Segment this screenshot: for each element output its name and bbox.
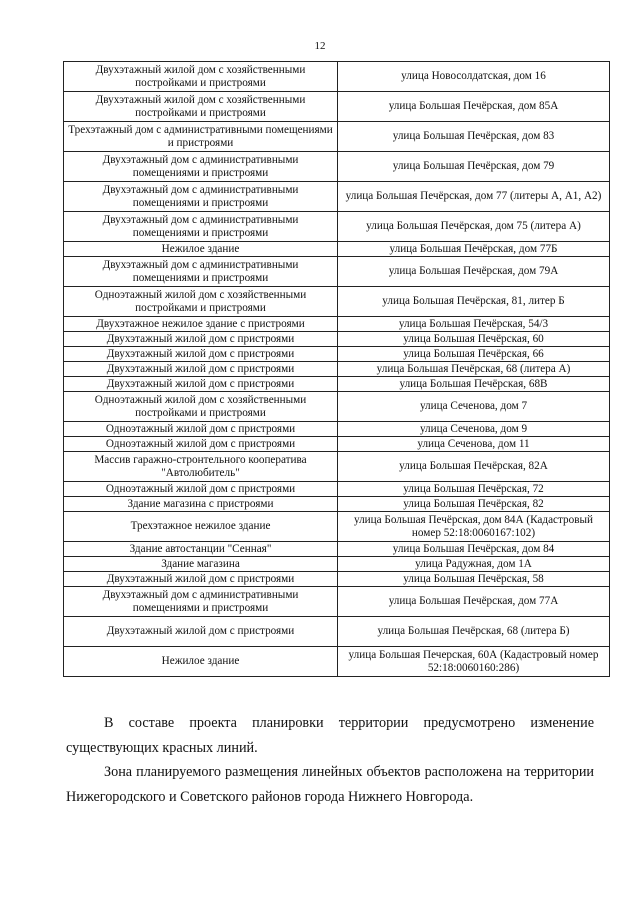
object-address-cell: улица Большая Печёрская, 81, литер Б <box>338 287 610 317</box>
object-name-cell: Нежилое здание <box>64 242 338 257</box>
table-row <box>64 437 610 452</box>
object-address-cell: улица Сеченова, дом 7 <box>338 392 610 422</box>
object-address-cell: улица Большая Печёрская, дом 85А <box>338 92 610 122</box>
object-address-cell: улица Большая Печёрская, 68 (литера Б) <box>338 617 610 647</box>
object-name-cell: Нежилое здание <box>64 647 338 677</box>
table-row <box>64 587 610 617</box>
table-row <box>64 377 610 392</box>
object-name-cell: Одноэтажный жилой дом с пристроями <box>64 482 338 497</box>
object-name-cell: Двухэтажный жилой дом с пристроями <box>64 377 338 392</box>
object-name-cell: Двухэтажный жилой дом с пристроями <box>64 332 338 347</box>
table-row <box>64 122 610 152</box>
table-row <box>64 617 610 647</box>
object-address-cell: улица Большая Печёрская, 60 <box>338 332 610 347</box>
object-name-cell: Двухэтажный жилой дом с пристроями <box>64 617 338 647</box>
table-row <box>64 62 610 92</box>
table-row <box>64 212 610 242</box>
table-row <box>64 92 610 122</box>
object-name-cell: Двухэтажный дом с административными помещениями и пристроями <box>64 182 338 212</box>
table-row <box>64 452 610 482</box>
paragraph-red-lines: В составе проекта планировки территории предусмотрено изменение существующих красных линий. <box>66 715 594 756</box>
table-row <box>64 572 610 587</box>
object-address-cell: улица Новосолдатская, дом 16 <box>338 62 610 92</box>
paragraph-zone: Зона планируемого размещения линейных объектов расположена на территории Нижегородского и Советского районов города Нижнего Новгорода. <box>66 764 594 805</box>
table-row <box>64 512 610 542</box>
object-address-cell: улица Большая Печёрская, дом 75 (литера А) <box>338 212 610 242</box>
object-address-cell: улица Большая Печёрская, дом 77Б <box>338 242 610 257</box>
object-address-cell: улица Большая Печёрская, 58 <box>338 572 610 587</box>
object-address-cell: улица Большая Печёрская, дом 79А <box>338 257 610 287</box>
object-address-cell: улица Сеченова, дом 11 <box>338 437 610 452</box>
object-address-cell: улица Радужная, дом 1А <box>338 557 610 572</box>
table-row <box>64 542 610 557</box>
table-row <box>64 287 610 317</box>
table-row <box>64 497 610 512</box>
object-address-cell: улица Большая Печёрская, 66 <box>338 347 610 362</box>
table-row <box>64 362 610 377</box>
object-name-cell: Двухэтажный жилой дом с пристроями <box>64 572 338 587</box>
object-address-cell: улица Большая Печёрская, дом 83 <box>338 122 610 152</box>
object-name-cell: Трехэтажное нежилое здание <box>64 512 338 542</box>
object-name-cell: Двухэтажный дом с административными помещениями и пристроями <box>64 212 338 242</box>
object-address-cell: улица Большая Печёрская, дом 84 <box>338 542 610 557</box>
table-row <box>64 332 610 347</box>
object-address-cell: улица Сеченова, дом 9 <box>338 422 610 437</box>
object-name-cell: Двухэтажный дом с административными помещениями и пристроями <box>64 587 338 617</box>
object-name-cell: Одноэтажный жилой дом с пристроями <box>64 422 338 437</box>
objects-table <box>63 61 610 677</box>
object-address-cell: улица Большая Печёрская, дом 77 (литеры А, А1, А2) <box>338 182 610 212</box>
table-row <box>64 257 610 287</box>
object-address-cell: улица Большая Печерская, 60А (Кадастровый номер 52:18:0060160:286) <box>338 647 610 677</box>
table-row <box>64 557 610 572</box>
object-name-cell: Массив гаражно-стронтельного кооператива "Автолюбитель" <box>64 452 338 482</box>
object-name-cell: Одноэтажный жилой дом с хозяйственными постройками и пристроями <box>64 392 338 422</box>
object-name-cell: Здание автостанции "Сенная" <box>64 542 338 557</box>
object-address-cell: улица Большая Печёрская, дом 84А (Кадастровый номер 52:18:0060167:102) <box>338 512 610 542</box>
object-name-cell: Двухэтажный дом с административными помещениями и пристроями <box>64 152 338 182</box>
object-address-cell: улица Большая Печёрская, 82А <box>338 452 610 482</box>
object-name-cell: Двухэтажный жилой дом с хозяйственными постройками и пристроями <box>64 62 338 92</box>
object-name-cell: Двухэтажный жилой дом с пристроями <box>64 347 338 362</box>
object-address-cell: улица Большая Печёрская, дом 79 <box>338 152 610 182</box>
table-row <box>64 482 610 497</box>
object-name-cell: Двухэтажный дом с административными помещениями и пристроями <box>64 257 338 287</box>
object-name-cell: Одноэтажный жилой дом с пристроями <box>64 437 338 452</box>
object-name-cell: Здание магазина <box>64 557 338 572</box>
object-address-cell: улица Большая Печёрская, 54/3 <box>338 317 610 332</box>
table-row <box>64 392 610 422</box>
object-name-cell: Одноэтажный жилой дом с хозяйственными постройками и пристроями <box>64 287 338 317</box>
table-body <box>64 62 610 677</box>
table-row <box>64 152 610 182</box>
object-address-cell: улица Большая Печёрская, дом 77А <box>338 587 610 617</box>
table-row <box>64 422 610 437</box>
table-row <box>64 317 610 332</box>
object-address-cell: улица Большая Печёрская, 68 (литера А) <box>338 362 610 377</box>
object-name-cell: Двухэтажный жилой дом с хозяйственными постройками и пристроями <box>64 92 338 122</box>
table-row <box>64 347 610 362</box>
object-address-cell: улица Большая Печёрская, 68В <box>338 377 610 392</box>
object-name-cell: Здание магазина с пристроями <box>64 497 338 512</box>
object-name-cell: Трехэтажный дом с административными помещениями и пристроями <box>64 122 338 152</box>
object-address-cell: улица Большая Печёрская, 82 <box>338 497 610 512</box>
table-row <box>64 647 610 677</box>
page-number: 12 <box>314 40 326 52</box>
object-address-cell: улица Большая Печёрская, 72 <box>338 482 610 497</box>
table-row <box>64 182 610 212</box>
object-name-cell: Двухэтажный жилой дом с пристроями <box>64 362 338 377</box>
table-row <box>64 242 610 257</box>
object-name-cell: Двухэтажное нежилое здание с пристроями <box>64 317 338 332</box>
